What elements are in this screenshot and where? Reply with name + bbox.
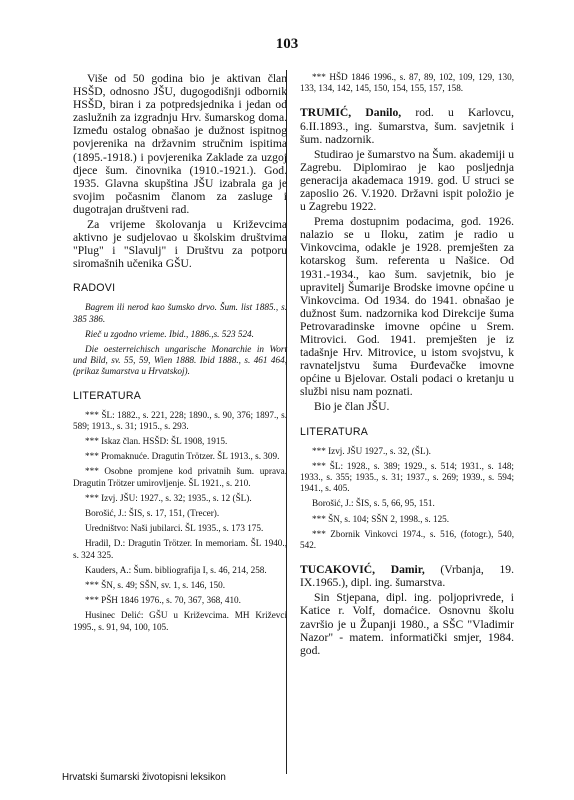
entry-name: TRUMIĆ, Danilo, — [300, 106, 402, 120]
biography-paragraph: Za vrijeme školovanja u Križevcima aktivno je sudjelovao u školskim društvima "Plug" i "Slavulj" i Društvu za potporu siromašnih učenika GŠU. — [73, 218, 287, 271]
literatura-heading: LITERATURA — [73, 389, 142, 402]
literatura-item: Borošić, J.: ŠIS, s. 5, 66, 95, 151. — [312, 498, 435, 509]
literatura-item: *** Iskaz član. HSŠD: ŠL 1908, 1915. — [85, 436, 228, 447]
literatura-item: *** Zbornik Vinkovci 1974., s. 516, (fotogr.), 540, 542. — [300, 528, 514, 550]
literatura-item: Hradil, D.: Dragutin Trötzer. In memoriam. ŠL 1940., s. 324 325. — [73, 538, 287, 560]
biography-paragraph: Prema dostupnim podacima, god. 1926. nalazio se u Iloku, zatim je radio u Vinkovcima, odakle je 1928. premješten za kotarskog šum. referenta u Našice. Od 1931.-1934., kao šum. savjetnik, bio je upravitelj Šumarije Brodske imovne općine u Vinkovcima. Od 1934. do 1941. obnašao je dužnost šum. nadzornika kod Direkcije šuma Petrovaradinske imovne općine u Srem. Mitrovici. God. 1941. premješten je iz tadašnje Hrv. Mitrovice, u istom svojstvu, k ravnateljstvu šuma Đurđevačke imovne općine u Bjelovar. Ostali podaci o kretanju u službi nisu nam poznati. — [300, 215, 514, 399]
literatura-item: *** HŠD 1846 1996., s. 87, 89, 102, 109, 129, 130, 133, 134, 142, 145, 150, 154, 155, 157, 158. — [300, 72, 514, 94]
entry-intro: (Vrbanja, 19. IX.1965.), dipl. ing. šumarstva. — [300, 563, 514, 590]
literatura-item: *** Izvj. JŠU 1927., s. 32, (ŠL). — [312, 445, 431, 456]
literatura-item: *** ŠL: 1882., s. 221, 228; 1890., s. 90, 376; 1897., s. 589; 1913., s. 31; 1915., s. 293. — [73, 409, 287, 431]
entry-tucakovic-header — [300, 563, 514, 589]
literatura-item: *** ŠN, s. 49; SŠN, sv. 1, s. 146, 150. — [85, 580, 226, 591]
biography-paragraph: Više od 50 godina bio je aktivan član HSŠD, odnosno JŠU, dugogodišnji odbornik HSŠD, biran i za potpredsjednika i jedan od zaslužnih za izgradnju Hrv. šumarskog doma. Između ostalog obnašao je dužnost ispitnog povjerenika na državnim stručnim ispitima (1895.-1918.) i povjerenika Zaklade za uzgoj djece šum. činovnika (1910.-1921.). God. 1935. Glavna skupština JŠU izabrala ga je svojim počasnim članom za zasluge i dugotrajan društveni rad. — [73, 72, 287, 216]
radovi-item: Die oesterreichisch ungarische Monarchie in Wort und Bild, sv. 55, 59, Wien 1888. Ibid 1888., s. 461 464, (prikaz šumarstva u Hrvatskoj). — [73, 344, 287, 377]
entry-intro: rod. u Karlovcu, 6.II.1893., ing. šumarstva, šum. savjetnik i šum. nadzornik. — [300, 106, 514, 146]
literatura-item: Husinec Delić: GŠU u Križevcima. MH Križevci 1995., s. 91, 94, 100, 105. — [73, 610, 287, 632]
literatura-heading: LITERATURA — [300, 425, 369, 438]
biography-paragraph: Sin Stjepana, dipl. ing. poljoprivrede, i Katice r. Volf, domaćice. Osnovnu školu završio je u Županji 1980., a SŠC "Vladimir Nazor" - matem. informatički smjer, 1984. god. — [300, 591, 514, 657]
literatura-item: *** Izvj. JŠU: 1927., s. 32; 1935., s. 12 (ŠL). — [85, 492, 252, 503]
right-column — [300, 72, 514, 659]
literatura-item: *** PŠH 1846 1976., s. 70, 367, 368, 410. — [85, 595, 241, 606]
literatura-item: Borošić, J.: ŠIS, s. 17, 151, (Trecer). — [85, 508, 220, 519]
literatura-item: Uredništvo: Naši jubilarci. ŠL 1935., s. 173 175. — [85, 523, 264, 534]
entry-trumic-header — [300, 106, 514, 145]
radovi-heading: RADOVI — [73, 282, 116, 295]
literatura-item: Kauders, A.: Šum. bibliografija I, s. 46, 214, 258. — [85, 564, 267, 575]
footer-lexicon-title: Hrvatski šumarski životopisni leksikon — [62, 772, 226, 783]
literatura-item: *** ŠL: 1928., s. 389; 1929., s. 514; 1931., s. 148; 1933., s. 355; 1935., s. 31; 1937., s. 269; 1939., s. 594; 1941., s. 405. — [300, 460, 514, 494]
left-column — [73, 72, 287, 637]
biography-paragraph: Studirao je šumarstvo na Šum. akademiji u Zagrebu. Diplomirao je kao posljednja generacija akademaca 1919. god. U struci se zaposlio 26. V.1920. Državni ispit položio je u Zagrebu 1922. — [300, 147, 514, 214]
radovi-item: Bagrem ili nerod kao šumsko drvo. Šum. list 1885., s. 385 386. — [73, 302, 287, 324]
literatura-item: *** Promaknuće. Dragutin Trötzer. ŠL 1913., s. 309. — [85, 451, 280, 462]
literatura-item: *** Osobne promjene kod privatnih šum. uprava. Dragutin Trötzer umirovljenje. ŠL 1921., s. 210. — [73, 466, 287, 488]
entry-name: TUCAKOVIĆ, Damir, — [300, 563, 425, 577]
page-number: 103 — [275, 36, 299, 52]
literatura-item: *** ŠN, s. 104; SŠN 2, 1998., s. 125. — [312, 513, 450, 524]
biography-paragraph: Bio je član JŠU. — [314, 400, 390, 414]
radovi-item: Rieč u zgodno vrieme. Ibid., 1886.,s. 523 524. — [85, 328, 254, 339]
